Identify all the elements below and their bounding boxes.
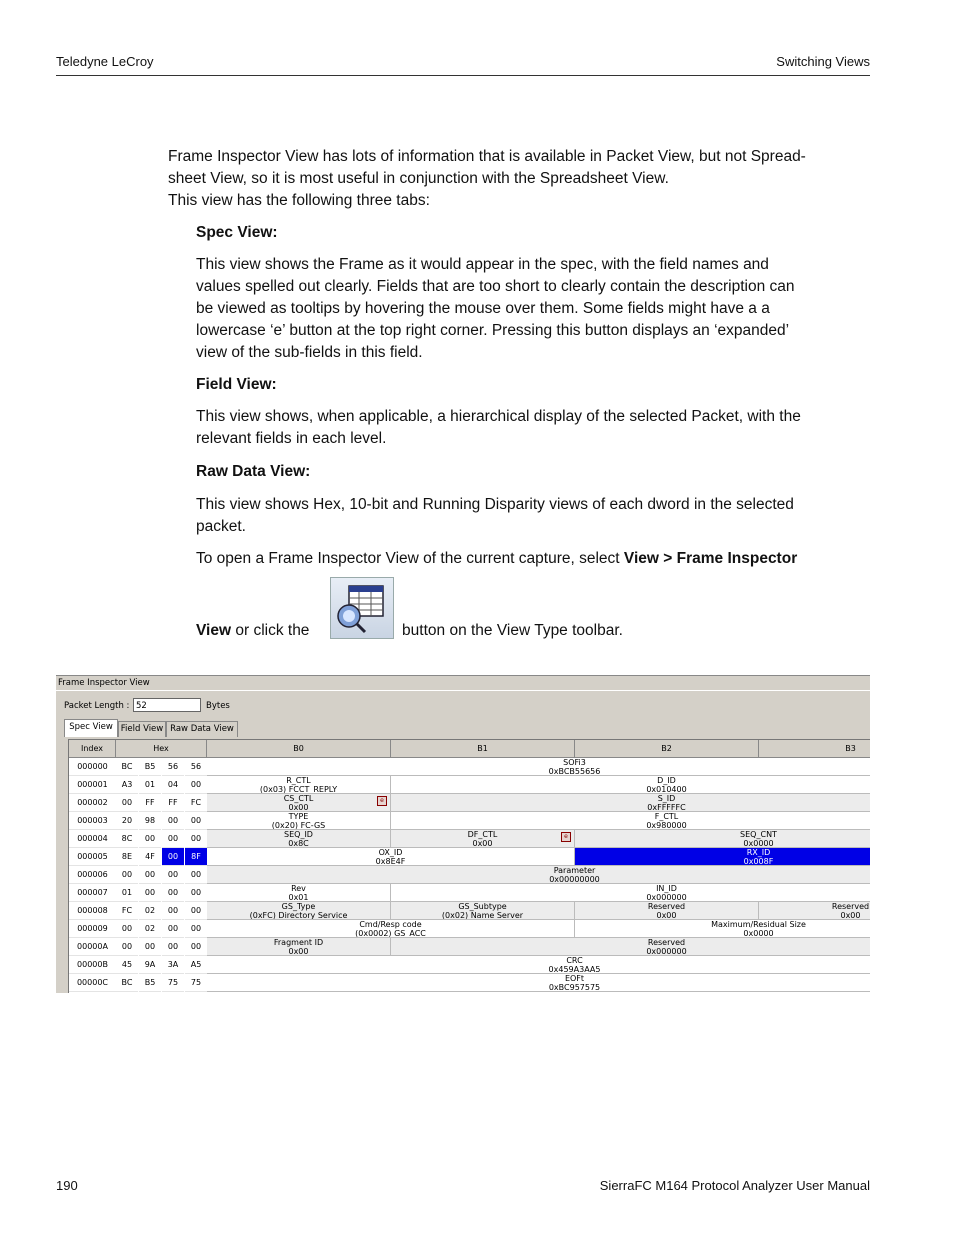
instr-text: To open a Frame Inspector View of the current capture, select [196,550,624,567]
hex-byte[interactable]: 00 [116,866,138,884]
expand-e-button[interactable]: e [561,832,571,842]
field-name: Reserved [647,902,686,911]
hex-byte[interactable]: 75 [162,974,184,992]
row-index[interactable]: 000001 [69,776,116,794]
hex-byte[interactable]: 20 [116,812,138,830]
body-line: values spelled out clearly. Fields that are too short to clearly contain the description can [196,278,795,295]
field-value: 0x00 [840,910,861,920]
instr-text: or click the [231,622,314,639]
hex-byte[interactable]: 02 [139,902,161,920]
field-value: 0x00000000 [549,874,600,884]
row-index[interactable]: 000009 [69,920,116,938]
field-name: R_CTL [286,776,311,785]
body-line: relevant fields in each level. [196,430,387,447]
field-name: SEQ_ID [284,830,313,839]
field-value: 0x008F [743,856,774,866]
spec-field[interactable] [207,812,391,830]
hex-byte[interactable]: A5 [185,956,207,974]
column-header-b2: B2 [575,740,759,758]
field-value: (0x03) FCCT_REPLY [259,784,338,794]
row-index[interactable]: 00000A [69,938,116,956]
column-header-index: Index [69,740,116,758]
field-value: 0x010400 [646,784,687,794]
field-value: 0x000000 [646,892,687,902]
body-line: This view shows Hex, 10-bit and Running Disparity views of each dword in the selected [196,496,794,513]
field-name: F_CTL [654,812,679,821]
hex-byte[interactable]: 00 [116,938,138,956]
field-name: OX_ID [378,848,403,857]
hex-byte[interactable]: 3A [162,956,184,974]
hex-byte[interactable]: 00 [162,938,184,956]
tab-spec-view[interactable]: Spec View [64,719,118,737]
hex-byte[interactable]: 00 [162,812,184,830]
field-name: Cmd/Resp code [359,920,422,929]
hex-byte[interactable]: B5 [139,758,161,776]
intro-paragraph [168,146,870,212]
field-name: SEQ_CNT [740,830,777,839]
field-value: (0x02) Name Server [441,910,524,920]
field-value: 0x8E4F [375,856,406,866]
field-value: 0x00 [288,802,309,812]
hex-byte[interactable]: 00 [139,884,161,902]
menu-path: View > Frame Inspector [623,550,798,567]
field-value: 0x00 [656,910,677,920]
open-instruction-line1 [196,548,870,570]
body-line: lowercase ‘e’ button at the top right corner. Pressing this button displays an ‘expanded’ [196,322,790,339]
expand-e-button[interactable]: e [377,796,387,806]
hex-byte[interactable]: 00 [162,866,184,884]
frame-inspector-icon [330,577,394,639]
row-index[interactable]: 000008 [69,902,116,920]
spec-field[interactable] [391,902,575,920]
instr-text: button on the View Type toolbar. [397,622,623,639]
hex-byte[interactable]: 00 [139,866,161,884]
hex-byte[interactable]: 01 [116,884,138,902]
field-name: CRC [566,956,583,965]
body-line: This view shows the Frame as it would appear in the spec, with the field names and [196,256,769,273]
section-body [196,254,870,364]
packet-length-label: Packet Length : [64,701,130,711]
field-value: 0x00 [472,838,493,848]
row-index[interactable]: 000004 [69,830,116,848]
field-name: Parameter [553,866,596,875]
spec-field[interactable] [391,794,870,812]
column-header-b3: B3 [759,740,870,758]
hex-byte[interactable]: 00 [185,830,207,848]
intro-line: This view has the following three tabs: [168,192,430,209]
hex-byte[interactable]: BC [116,974,138,992]
hex-byte[interactable]: 00 [185,920,207,938]
field-value: 0x8C [288,838,309,848]
hex-byte[interactable]: B5 [139,974,161,992]
spec-field[interactable] [207,920,575,938]
hex-byte[interactable]: A3 [116,776,138,794]
body-line: be viewed as tooltips by hovering the mouse over them. Some fields might have a a [196,300,770,317]
hex-byte[interactable]: 75 [185,974,207,992]
hex-byte[interactable]: 00 [162,902,184,920]
frame-inspector-window [56,675,870,993]
field-name: Rev [291,884,306,893]
hex-byte[interactable]: FC [185,794,207,812]
hex-byte[interactable]: 8F [185,848,207,866]
hex-byte[interactable]: 00 [162,848,184,866]
hex-byte[interactable]: 00 [139,830,161,848]
row-index[interactable]: 000006 [69,866,116,884]
hex-byte[interactable]: 45 [116,956,138,974]
spec-field[interactable] [207,902,391,920]
section-heading: Raw Data View: [196,463,311,480]
body-line: packet. [196,518,246,535]
spec-field[interactable] [391,812,870,830]
spec-field[interactable] [575,830,870,848]
field-value: 0x0000 [743,928,774,938]
row-index[interactable]: 000007 [69,884,116,902]
column-header-b0: B0 [207,740,391,758]
window-title: Frame Inspector View [56,675,870,691]
spec-field[interactable] [575,848,870,866]
hex-byte[interactable]: 02 [139,920,161,938]
spec-field[interactable] [391,884,870,902]
field-name: EOFt [564,974,585,983]
spec-field[interactable] [391,938,870,956]
tab-field-view[interactable]: Field View [118,721,166,737]
spec-field[interactable] [207,794,391,812]
packet-length-unit: Bytes [206,701,230,711]
hex-byte[interactable]: 00 [185,812,207,830]
running-header-left: Teledyne LeCroy [56,54,154,69]
tab-raw-data-view[interactable]: Raw Data View [166,721,238,737]
hex-byte[interactable]: 4F [139,848,161,866]
spec-field[interactable] [207,866,870,884]
menu-path: View [196,622,232,639]
section-body [196,494,870,538]
field-name: GS_Subtype [458,902,507,911]
field-name: GS_Type [281,902,316,911]
field-name: CS_CTL [283,794,314,803]
spec-field[interactable] [207,758,870,776]
hex-byte[interactable]: 00 [185,884,207,902]
hex-byte[interactable]: FF [162,794,184,812]
hex-byte[interactable]: 8C [116,830,138,848]
running-header-right: Switching Views [776,54,870,69]
section-body [196,406,870,450]
field-value: 0xFFFFFC [647,802,686,812]
spec-field[interactable] [207,830,391,848]
footer-title: SierraFC M164 Protocol Analyzer User Manual [599,1178,870,1193]
field-name: TYPE [288,812,309,821]
open-instruction-line2 [196,620,870,642]
field-name: Reserved [647,938,686,947]
hex-byte[interactable]: FC [116,902,138,920]
field-name: SOFi3 [563,758,586,767]
column-header-b1: B1 [391,740,575,758]
field-name: S_ID [657,794,676,803]
spec-field[interactable] [759,902,870,920]
field-value: (0x0002) GS_ACC [355,928,426,938]
field-value: 0x459A3AA5 [548,964,601,974]
field-value: 0x0000 [743,838,774,848]
hex-byte[interactable]: 04 [162,776,184,794]
section-heading: Spec View: [196,224,278,241]
field-value: 0xBC957575 [548,982,601,992]
hex-byte[interactable]: 8E [116,848,138,866]
intro-line: sheet View, so it is most useful in conjunction with the Spreadsheet View. [168,170,669,187]
hex-byte[interactable]: 56 [185,758,207,776]
header-rule [56,75,870,76]
hex-byte[interactable]: 01 [139,776,161,794]
spec-field[interactable] [391,776,870,794]
spec-field[interactable] [207,938,391,956]
hex-byte[interactable]: 00 [162,884,184,902]
row-index[interactable]: 000003 [69,812,116,830]
packet-length-field[interactable]: 52 [133,698,201,712]
hex-byte[interactable]: 00 [185,938,207,956]
field-name: Fragment ID [273,938,324,947]
field-name: IN_ID [656,884,677,893]
hex-byte[interactable]: 98 [139,812,161,830]
column-header-hex: Hex [116,740,207,758]
spec-field[interactable] [575,902,759,920]
row-index[interactable]: 00000C [69,974,116,992]
field-name: DF_CTL [467,830,498,839]
spec-field[interactable] [391,830,575,848]
hex-byte[interactable]: 9A [139,956,161,974]
field-value: 0xBCB55656 [548,766,601,776]
body-line: This view shows, when applicable, a hierarchical display of the selected Packet, with the [196,408,801,425]
hex-byte[interactable]: 00 [162,830,184,848]
row-index[interactable]: 000002 [69,794,116,812]
field-name: D_ID [657,776,676,785]
field-value: 0x01 [288,892,309,902]
spec-field[interactable] [207,884,391,902]
hex-byte[interactable]: 56 [162,758,184,776]
row-index[interactable]: 000005 [69,848,116,866]
spec-field[interactable] [207,776,391,794]
spec-field[interactable] [575,920,870,938]
spec-field[interactable] [207,848,575,866]
hex-byte[interactable]: 00 [139,938,161,956]
spec-view-grid [68,739,870,993]
field-value: 0x980000 [646,820,687,830]
section-heading: Field View: [196,376,277,393]
spec-field[interactable] [207,974,870,992]
hex-byte[interactable]: 00 [162,920,184,938]
hex-byte[interactable]: 00 [185,866,207,884]
hex-byte[interactable]: 00 [116,920,138,938]
page-number: 190 [56,1178,78,1193]
hex-byte[interactable]: FF [139,794,161,812]
field-value: (0xFC) Directory Service [249,910,348,920]
field-name: Reserved [831,902,870,911]
row-index[interactable]: 000000 [69,758,116,776]
body-line: view of the sub-fields in this field. [196,344,423,361]
field-value: 0x00 [288,946,309,956]
hex-byte[interactable]: BC [116,758,138,776]
hex-byte[interactable]: 00 [185,776,207,794]
row-index[interactable]: 00000B [69,956,116,974]
field-name: Maximum/Residual Size [711,920,806,929]
spec-field[interactable] [207,956,870,974]
hex-byte[interactable]: 00 [116,794,138,812]
field-value: 0x000000 [646,946,687,956]
field-value: (0x20) FC-GS [271,820,326,830]
hex-byte[interactable]: 00 [185,902,207,920]
field-name: RX_ID [746,848,771,857]
intro-line: Frame Inspector View has lots of information that is available in Packet View, but not Spread- [168,148,806,165]
